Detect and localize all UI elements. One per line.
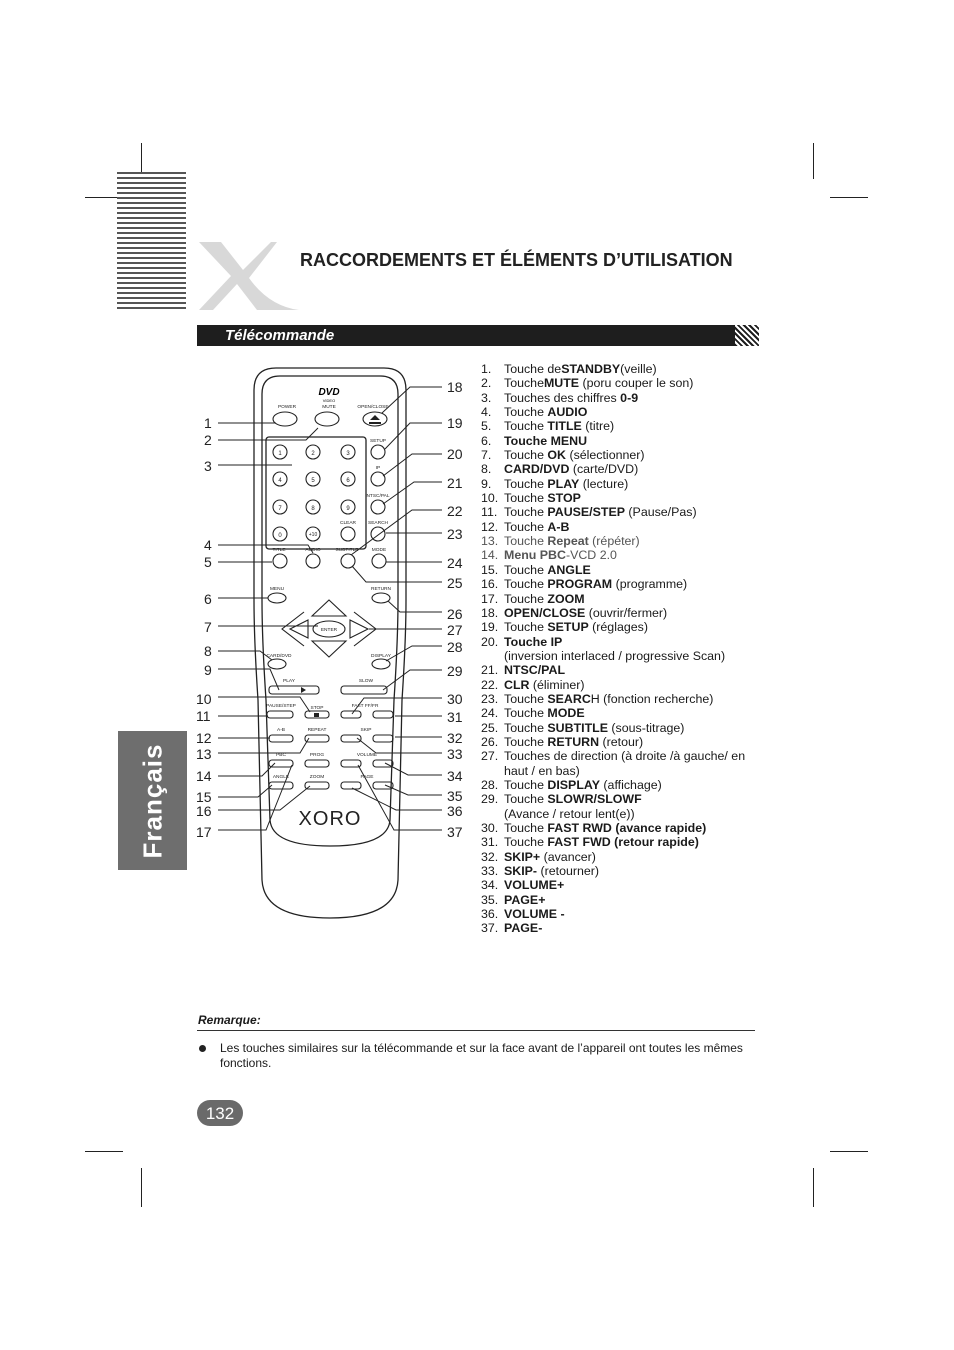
svg-text:7: 7	[278, 506, 282, 512]
svg-text:1: 1	[278, 451, 282, 457]
enter-label: ENTER	[320, 628, 338, 633]
prog-label: PROG	[309, 753, 325, 758]
card-dvd-button[interactable]	[268, 659, 286, 669]
list-item: 6. Touche MENU	[481, 433, 588, 448]
callout-number: 17	[196, 824, 212, 840]
list-item: 3. Touches des chiffres 0-9	[481, 390, 639, 405]
svg-text:8: 8	[311, 506, 315, 512]
fast-fwd-button[interactable]	[373, 711, 393, 718]
mute-label: MUTE	[322, 405, 336, 410]
search-label: SEARCH	[368, 521, 388, 526]
list-item: 16. Touche PROGRAM (programme)	[481, 577, 688, 592]
callout-number: 35	[447, 788, 463, 804]
angle-label: ANGLE	[272, 775, 290, 780]
language-tab	[118, 731, 187, 870]
list-item: 29. Touche SLOWR/SLOWF	[481, 792, 642, 807]
setup-label: SETUP	[370, 439, 386, 444]
page-title: RACCORDEMENTS ET ÉLÉMENTS D’UTILISATION	[300, 250, 733, 270]
decorative-stripes	[117, 172, 186, 312]
crop-mark	[813, 1168, 814, 1207]
callout-number: 15	[196, 789, 212, 805]
ip-button[interactable]	[371, 472, 385, 486]
callout-number: 8	[204, 643, 212, 659]
svg-text:5: 5	[311, 478, 315, 484]
title-button[interactable]	[273, 554, 287, 568]
power-button[interactable]	[273, 412, 297, 426]
svg-text:0: 0	[278, 533, 282, 539]
callout-number: 14	[196, 768, 212, 784]
list-item: 36. VOLUME -	[481, 907, 565, 922]
zoom-button[interactable]	[305, 782, 329, 789]
list-item: 22. CLR (éliminer)	[481, 677, 585, 692]
svg-text:6: 6	[346, 478, 350, 484]
callout-number: 27	[447, 622, 463, 638]
list-item: 20. Touche IP	[481, 634, 563, 649]
callout-number: 11	[196, 708, 211, 724]
list-item: (inversion interlaced / progressive Scan)	[504, 648, 726, 663]
crop-mark	[141, 1168, 142, 1207]
ntsc-pal-button[interactable]	[371, 500, 385, 514]
list-item: 35. PAGE+	[481, 892, 546, 907]
slow-label: SLOW	[358, 679, 374, 684]
list-item: haut / en bas)	[504, 763, 580, 778]
skip-label: SKIP	[360, 728, 372, 733]
play-label: PLAY	[283, 679, 295, 684]
list-item: 28. Touche DISPLAY (affichage)	[481, 777, 662, 792]
pause-step-label: PAUSE/STEP	[266, 704, 296, 709]
list-item: 17. Touche ZOOM	[481, 591, 585, 606]
callout-number: 37	[447, 824, 463, 840]
list-item: 18. OPEN/CLOSE (ouvrir/fermer)	[481, 605, 668, 620]
crop-mark	[830, 197, 868, 198]
callout-number: 33	[447, 746, 463, 762]
ab-label: A-B	[277, 728, 285, 733]
bullet-icon	[199, 1045, 206, 1052]
list-item: 10. Touche STOP	[481, 491, 581, 506]
callout-number: 21	[447, 475, 463, 491]
remark-heading: Remarque:	[198, 1013, 261, 1027]
list-item: 4. Touche AUDIO	[481, 405, 588, 420]
volume-label: VOLUME	[356, 753, 378, 758]
list-item: 11. Touche PAUSE/STEP (Pause/Pas)	[481, 505, 697, 520]
stop-label: STOP	[310, 706, 324, 711]
callout-number: 7	[204, 619, 212, 635]
zoom-label: ZOOM	[309, 775, 325, 780]
list-item: 13. Touche Repeat (répéter)	[481, 534, 640, 549]
section-title: Télécommande	[225, 327, 335, 344]
return-button[interactable]	[372, 593, 390, 603]
prog-button[interactable]	[305, 760, 329, 767]
repeat-label: REPEAT	[307, 728, 327, 733]
clear-button[interactable]	[341, 527, 355, 541]
callout-number: 6	[204, 591, 212, 607]
right-arrow-button[interactable]	[350, 620, 368, 638]
callout-number: 32	[447, 730, 463, 746]
return-label: RETURN	[371, 587, 391, 592]
list-item: 33. SKIP- (retourner)	[481, 864, 600, 879]
list-item: 12. Touche A-B	[481, 519, 570, 534]
callout-number: 3	[204, 458, 212, 474]
down-arrow-button[interactable]	[312, 641, 346, 657]
svg-text:DVD: DVD	[318, 387, 340, 398]
slow-button[interactable]	[341, 686, 387, 694]
display-label: DISPLAY	[371, 654, 391, 659]
page-number-badge	[197, 1100, 243, 1126]
xoro-logo: XORO	[298, 808, 362, 830]
ntsc-pal-label: NTSC/PAL	[366, 494, 390, 499]
menu-label: MENU	[269, 587, 285, 592]
callout-number: 34	[447, 768, 463, 784]
callout-number: 29	[447, 663, 463, 679]
callout-number: 20	[447, 446, 463, 462]
fast-fr-label: FAST FF/FR	[351, 704, 379, 709]
callout-number: 24	[447, 555, 463, 571]
svg-text:9: 9	[346, 506, 350, 512]
play-button[interactable]	[269, 686, 319, 694]
page-minus-button[interactable]	[373, 782, 393, 789]
callout-number: 10	[196, 691, 212, 707]
page-number: 132	[205, 1104, 235, 1123]
pbc-label: PBC	[276, 753, 286, 758]
pause-step-button[interactable]	[267, 711, 293, 718]
ip-label: IP	[375, 466, 381, 471]
callout-number: 28	[447, 639, 463, 655]
up-arrow-button[interactable]	[312, 600, 346, 616]
list-item: 23. Touche SEARC H (fonction recherche)	[481, 691, 714, 706]
list-item: 27. Touches de direction (à droite /à gauche/ en	[481, 749, 746, 764]
callout-number: 18	[447, 379, 463, 395]
mute-button[interactable]	[315, 412, 339, 426]
angle-button[interactable]	[269, 782, 293, 789]
remark-text: Les touches similaires sur la télécommande et sur la face avant de l’appareil ont toutes les mêmes fonctions.	[220, 1041, 743, 1070]
list-item: (Avance / retour lent(e))	[504, 806, 635, 821]
remote-diagram	[190, 360, 480, 920]
page-label: PAGE	[360, 775, 374, 780]
setup-button[interactable]	[371, 445, 385, 459]
list-item: 32. SKIP+ (avancer)	[481, 849, 596, 864]
language-label: Français	[137, 743, 167, 858]
list-item: 21. NTSC/PAL	[481, 663, 566, 678]
callout-number: 12	[196, 730, 212, 746]
mode-button[interactable]	[372, 554, 386, 568]
left-arrow-button[interactable]	[290, 620, 308, 638]
subtitle-label: SUBTITLE	[335, 548, 359, 553]
title-label: TITLE	[272, 548, 286, 553]
callout-number: 16	[196, 803, 212, 819]
callout-number: 23	[447, 526, 463, 542]
list-item: 30. Touche FAST RWD (avance rapide)	[481, 821, 707, 835]
callout-number: 26	[447, 606, 463, 622]
list-item: 19. Touche SETUP (réglages)	[481, 620, 648, 635]
clear-label: CLEAR	[340, 521, 356, 526]
list-item: 15. Touche ANGLE	[481, 562, 591, 577]
audio-label: AUDIO	[305, 548, 321, 553]
callout-number: 31	[447, 709, 463, 725]
callout-number: 36	[447, 803, 463, 819]
section-bar	[197, 325, 737, 346]
volume-minus-button[interactable]	[341, 782, 361, 789]
callout-number: 2	[204, 432, 212, 448]
section-bar-hatch	[735, 325, 759, 346]
subtitle-button[interactable]	[341, 554, 355, 568]
x-logo	[195, 240, 305, 315]
svg-text:4: 4	[278, 478, 282, 484]
callout-number: 13	[196, 746, 212, 762]
list-item: 7. Touche OK (sélectionner)	[481, 448, 645, 463]
list-item: 9. Touche PLAY (lecture)	[481, 476, 629, 491]
svg-text:+10: +10	[308, 532, 318, 538]
list-item: 26. Touche RETURN (retour)	[481, 734, 644, 749]
list-item: 8. CARD/DVD (carte/DVD)	[481, 462, 639, 477]
list-item: 34. VOLUME+	[481, 878, 565, 893]
svg-text:3: 3	[346, 451, 350, 457]
callout-number: 4	[204, 537, 212, 553]
list-item: 25. Touche SUBTITLE (sous-titrage)	[481, 720, 685, 735]
crop-mark	[830, 1151, 868, 1152]
crop-mark	[813, 143, 814, 179]
callout-number: 5	[204, 554, 212, 570]
menu-button[interactable]	[268, 593, 286, 603]
fast-rwd-button[interactable]	[341, 711, 361, 718]
ab-button[interactable]	[269, 735, 293, 742]
callout-number: 9	[204, 662, 212, 678]
audio-button[interactable]	[306, 554, 320, 568]
svg-text:VIDEO: VIDEO	[322, 398, 336, 403]
callout-number: 1	[204, 415, 212, 431]
svg-text:2: 2	[311, 451, 315, 457]
power-label: POWER	[277, 405, 297, 410]
callout-number: 19	[447, 415, 463, 431]
callout-number: 30	[447, 691, 463, 707]
crop-mark	[85, 1151, 123, 1152]
mode-label: MODE	[371, 548, 387, 553]
callout-number: 25	[447, 575, 463, 591]
list-item: 2. Touche MUTE (poru couper le son)	[481, 376, 694, 391]
open-close-label: OPEN/CLOSE	[357, 405, 389, 410]
list-item: 1. Touche de STANDBY (veille)	[481, 362, 657, 376]
list-item: 31. Touche FAST FWD (retour rapide)	[481, 835, 699, 850]
list-item: 14. Menu PBC -VCD 2.0	[481, 548, 617, 563]
list-item: 37. PAGE-	[481, 921, 543, 936]
skip-plus-button[interactable]	[373, 735, 393, 742]
card-dvd-label: CARD/DVD	[266, 654, 292, 659]
list-item: 5. Touche TITLE (titre)	[481, 419, 615, 434]
list-item: 24. Touche MODE	[481, 706, 585, 721]
callout-number: 22	[447, 503, 463, 519]
button-description-list	[481, 362, 771, 936]
remark-divider	[197, 1030, 755, 1031]
dvd-logo-icon	[318, 387, 339, 403]
